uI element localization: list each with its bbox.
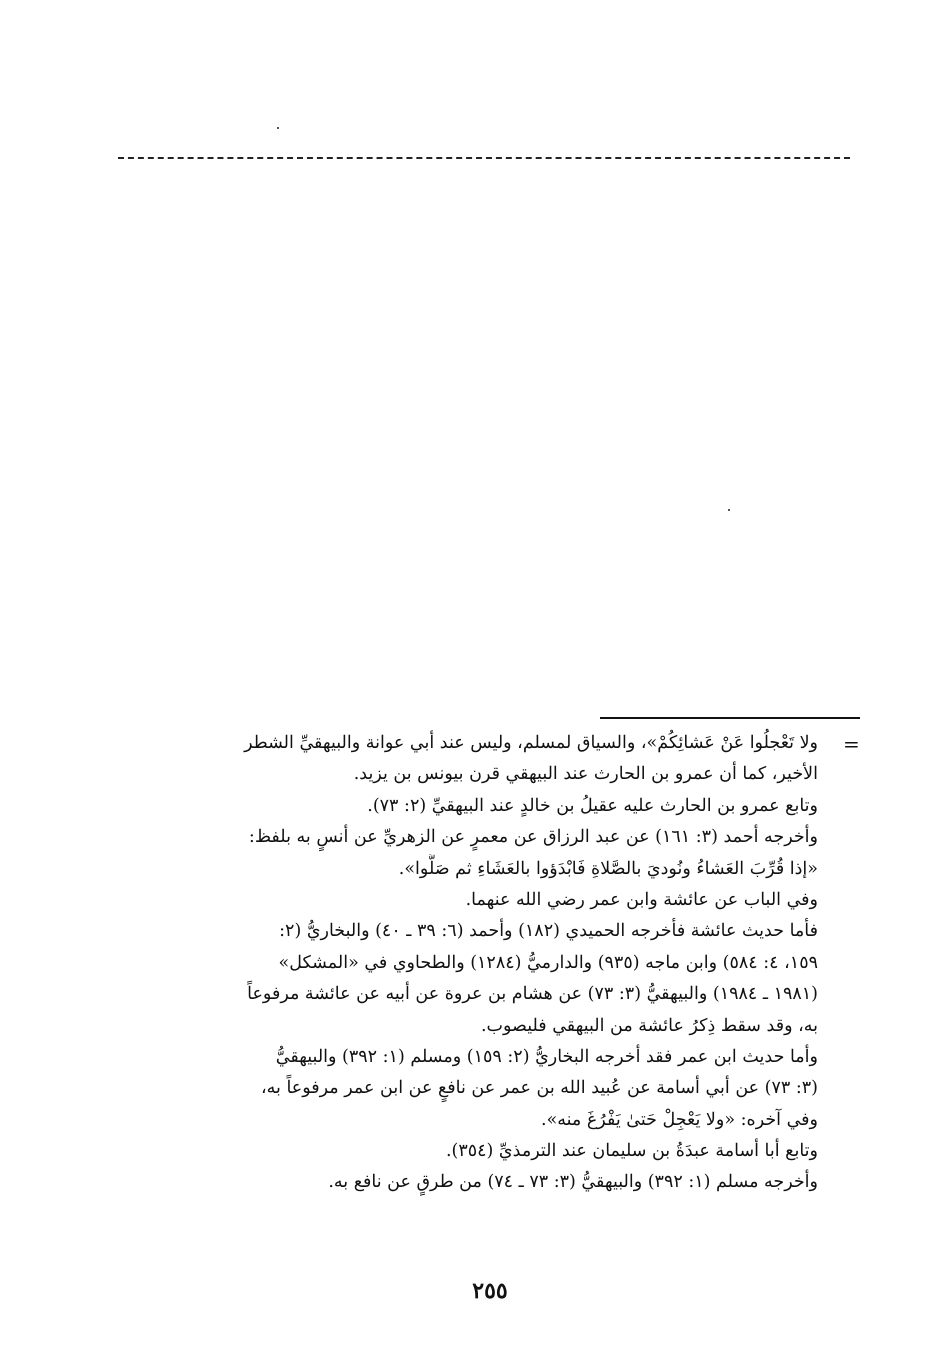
footnote-line: به، وقد سقط ذِكرُ عائشة من البيهقي فليصوب.: [480, 1015, 818, 1036]
footnote-line: «إذا قُرِّبَ العَشاءُ ونُوديَ بالصَّلاةِ فَابْدَؤوا بالعَشَاءِ ثم صَلُّوا».: [398, 858, 818, 879]
footnote-line: (٣: ٧٣) عن أبي أسامة عن عُبيد الله بن عمر عن نافعٍ عن ابن عمر مرفوعاً به،: [261, 1078, 818, 1099]
dashed-separator: [118, 157, 850, 159]
footnote-line: (١٩٨١ ـ ١٩٨٤) والبيهقيُّ (٣: ٧٣) عن هشام بن عروة عن أبيه عن عائشة مرفوعاً: [247, 984, 818, 1005]
footnote-line: وأخرجه مسلم (١: ٣٩٢) والبيهقيُّ (٣: ٧٣ ـ ٧٤) من طرقٍ عن نافع به.: [328, 1172, 818, 1193]
footnote-block: [118, 728, 818, 1199]
footnote-line: وأما حديث ابن عمر فقد أخرجه البخاريُّ (٢: ١٥٩) ومسلم (١: ٣٩٢) والبيهقيُّ: [275, 1046, 818, 1067]
page-number: ٢٥٥: [472, 1278, 508, 1304]
footnote-separator: [600, 717, 860, 719]
footnote-line: ولا تَعْجلُوا عَنْ عَشائِكُمْ»، والسياق لمسلم، وليس عند أبي عوانة والبيهقيِّ الشطر: [244, 733, 818, 753]
footnote-line: الأخير، كما أن عمرو بن الحارث عند البيهقي قرن بيونس بن يزيد.: [353, 764, 818, 785]
footnote-line: وفي الباب عن عائشة وابن عمر رضي الله عنهما.: [465, 889, 818, 910]
footnote-line: وأخرجه أحمد (٣: ١٦١) عن عبد الرزاق عن معمرٍ عن الزهريِّ عن أنسٍ به بلفظ:: [248, 827, 818, 848]
footnote-line: وتابع أبا أسامة عبدَةُ بن سليمان عند الترمذيِّ (٣٥٤).: [445, 1141, 818, 1162]
footnote-line: ١٥٩، ٤: ٥٨٤) وابن ماجه (٩٣٥) والدارميُّ (١٢٨٤) والطحاوي في «المشكل»: [278, 952, 818, 973]
footnote-continuation-mark: =: [843, 732, 860, 756]
footnote-line: وتابع عمرو بن الحارث عليه عقيلُ بن خالدٍ عند البيهقيِّ (٢: ٧٣).: [367, 795, 818, 816]
scan-speck: [277, 127, 279, 129]
scan-speck: [728, 509, 730, 511]
footnote-line: فأما حديث عائشة فأخرجه الحميدي (١٨٢) وأحمد (٦: ٣٩ ـ ٤٠) والبخاريُّ (٢:: [279, 921, 818, 942]
footnote-line: وفي آخره: «ولا يَعْجِلْ حَتىٰ يَفْرُغَ منه».: [541, 1109, 818, 1130]
